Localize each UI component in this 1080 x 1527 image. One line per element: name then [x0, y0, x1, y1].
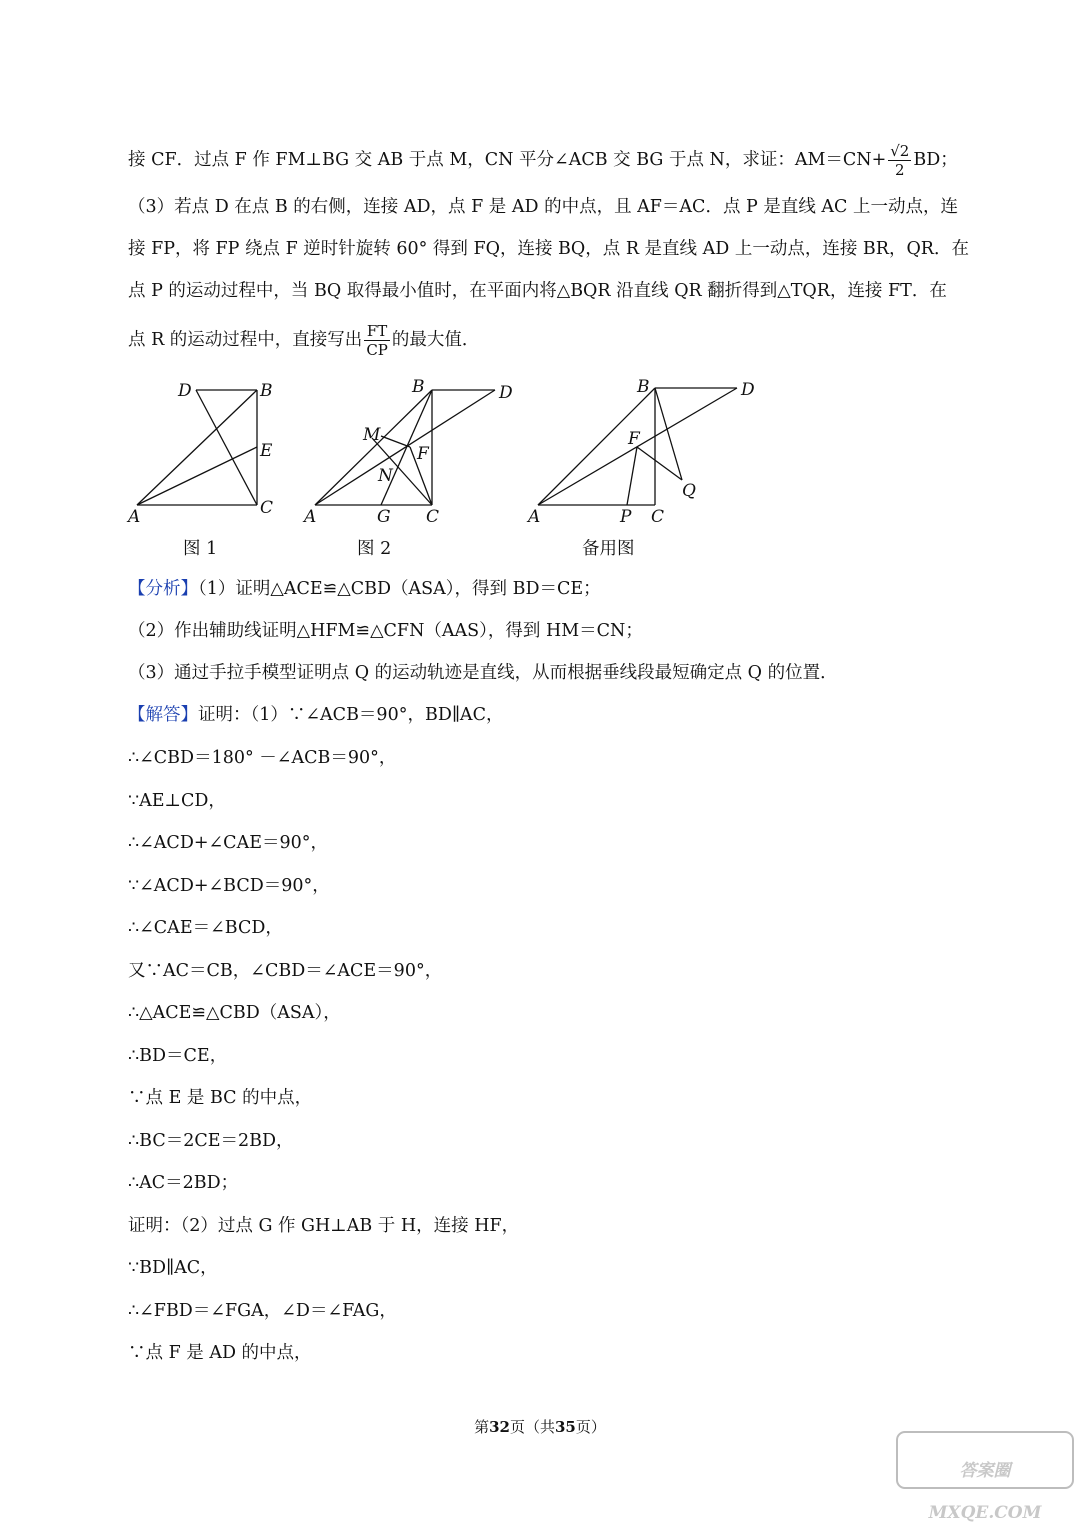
figure-2: [315, 390, 495, 505]
problem-line-4: 点 P 的运动过程中，当 BQ 取得最小值时，在平面内将△BQR 沿直线 QR 翻折得到△TQR，连接 FT．在: [128, 281, 947, 301]
solution-line: ∴BC＝2CE＝2BD，: [128, 1130, 294, 1151]
fraction-numerator: √2: [890, 142, 910, 160]
fig1-label-A: A: [128, 507, 141, 527]
fig3-label-Q: Q: [682, 481, 696, 501]
segment-FQ: [637, 447, 682, 480]
solution-line: ∴∠CAE＝∠BCD，: [128, 918, 283, 938]
footer-current-page: 32: [489, 1418, 510, 1436]
fig1-label-E: E: [260, 441, 273, 461]
fig2-label-C: C: [426, 507, 440, 527]
sqrt2-over-2-fraction: [888, 142, 911, 179]
problem-line-3: 接 FP，将 FP 绕点 F 逆时针旋转 60° 得到 FQ，连接 BQ，点 R 是直线 AD 上一动点，连接 BR，QR．在: [128, 239, 969, 259]
fig2-label-F: F: [417, 444, 429, 464]
segment-AB: [137, 390, 257, 505]
segment-MF: [381, 436, 410, 447]
solution-line: ∴∠ACD+∠CAE＝90°，: [128, 833, 329, 853]
geometry-figures: [0, 370, 1080, 530]
fig2-label-M: M: [363, 425, 381, 445]
fig1-label-D: D: [178, 381, 192, 401]
solution-line: ∴∠CBD＝180° －∠ACB＝90°，: [128, 748, 397, 768]
fig3-label-B: B: [637, 377, 650, 397]
solution-line-0: [128, 702, 980, 728]
footer-middle: 页（共: [509, 1418, 555, 1436]
fig3-label-C: C: [651, 507, 665, 527]
segment-DC: [196, 390, 257, 505]
footer-suffix: 页）: [575, 1418, 606, 1436]
solution-line: ∴∠FBD＝∠FGA，∠D＝∠FAG，: [128, 1300, 397, 1321]
segment-AD: [315, 390, 495, 505]
problem-line-5-suffix: 的最大值．: [391, 330, 480, 350]
watermark-top-text: 答案圈: [959, 1461, 1011, 1481]
fig2-label-D: D: [499, 383, 513, 403]
fig2-label-A: A: [304, 507, 317, 527]
segment-FP: [627, 447, 637, 505]
solution-line: ∴△ACE≌△CBD（ASA），: [128, 1003, 341, 1023]
problem-line-1-suffix: BD；: [913, 150, 958, 170]
fig1-label-C: C: [260, 498, 274, 518]
solution-line: ∴BD＝CE，: [128, 1045, 228, 1066]
analysis-line-2: （2）作出辅助线证明△HFM≌△CFN（AAS），得到 HM＝CN；: [128, 621, 643, 641]
solution-line: ∵点 E 是 BC 的中点，: [128, 1088, 313, 1108]
footer-prefix: 第: [474, 1418, 490, 1436]
problem-line-1-text: 接 CF．过点 F 作 FM⊥BG 交 AB 于点 M，CN 平分∠ACB 交 BG 于点 N，求证：AM＝CN+: [128, 150, 887, 170]
fraction-denominator: 2: [895, 161, 905, 179]
fraction-numerator: FT: [364, 322, 390, 341]
problem-line-5-text: 点 R 的运动过程中，直接写出: [128, 330, 363, 350]
solution-line: 又∵AC＝CB，∠CBD＝∠ACE＝90°，: [128, 960, 443, 981]
solution-line: ∵∠ACD+∠BCD＝90°，: [128, 875, 330, 896]
analysis-line-3: （3）通过手拉手模型证明点 Q 的运动轨迹是直线，从而根据垂线段最短确定点 Q 的位置．: [128, 663, 838, 683]
fig2-label-B: B: [412, 377, 425, 397]
analysis-line-1: [128, 576, 980, 602]
fig2-label-G: G: [377, 507, 391, 527]
segment-AE: [137, 447, 257, 505]
analysis-tag: 【分析】: [128, 579, 198, 599]
problem-line-1: [128, 142, 980, 179]
solution-line: ∵BD∥AC，: [128, 1258, 218, 1278]
analysis-text-1: （1）证明△ACE≌△CBD（ASA），得到 BD＝CE；: [198, 579, 601, 599]
fig3-label-F: F: [628, 429, 640, 449]
footer-total-pages: 35: [555, 1418, 576, 1436]
fig3-label-D: D: [741, 380, 755, 400]
fig2-label-N: N: [378, 466, 393, 486]
segment-AB: [315, 390, 432, 505]
solution-first-text: 证明：（1）∵∠ACB＝90°，BD∥AC，: [198, 705, 504, 725]
problem-line-2: （3）若点 D 在点 B 的右侧，连接 AD，点 F 是 AD 的中点，且 AF＝AC．点 P 是直线 AC 上一动点，连: [128, 197, 958, 217]
solution-line: ∵点 F 是 AD 的中点，: [128, 1343, 312, 1363]
solution-line: 证明：（2）过点 G 作 GH⊥AB 于 H，连接 HF，: [128, 1215, 520, 1236]
watermark-bottom-text: MXQE.COM: [928, 1503, 1042, 1523]
solution-line: ∴AC＝2BD；: [128, 1173, 239, 1193]
fig3-label-A: A: [528, 507, 541, 527]
figure-2-caption: 图 2: [357, 539, 392, 559]
figure-1: [137, 390, 257, 505]
solution-tag: 【解答】: [128, 705, 198, 725]
fig3-label-P: P: [620, 507, 632, 527]
problem-line-5: [128, 322, 980, 359]
fraction-denominator: CP: [366, 341, 388, 359]
ft-over-cp-fraction: [364, 322, 390, 359]
solution-line: ∵AE⊥CD，: [128, 790, 226, 811]
figure-1-caption: 图 1: [183, 539, 218, 559]
figure-3-caption: 备用图: [582, 539, 635, 559]
watermark-logo: [895, 1430, 1075, 1525]
fig1-label-B: B: [260, 381, 273, 401]
